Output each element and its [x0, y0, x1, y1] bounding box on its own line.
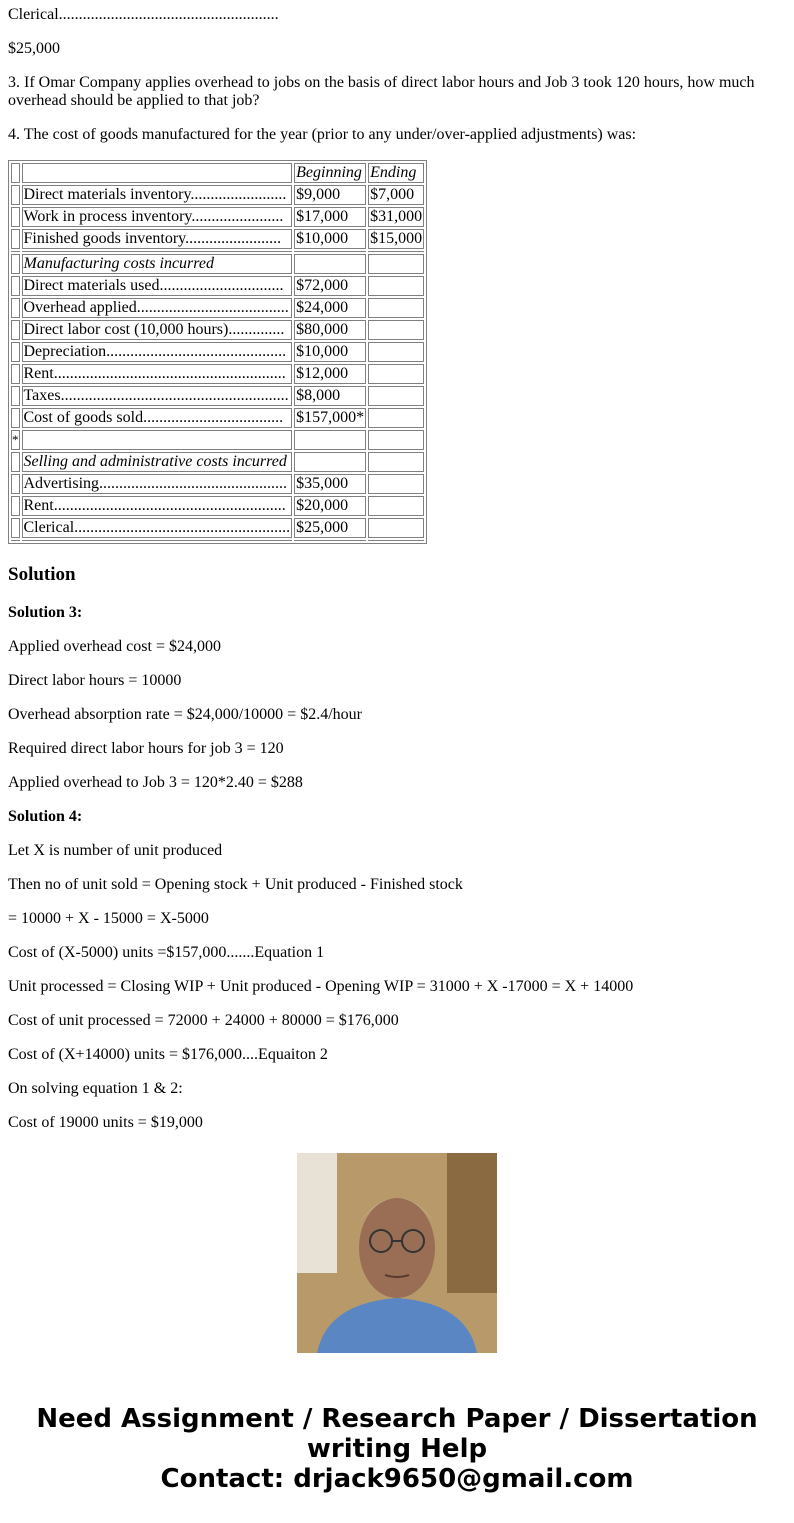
table-row — [11, 185, 424, 205]
ending-value — [368, 276, 424, 296]
ending-value — [368, 452, 424, 472]
table-row — [11, 207, 424, 227]
row-label: Overhead applied...................................... — [22, 298, 293, 318]
beginning-value: $72,000 — [294, 276, 366, 296]
row-label: Direct materials used............................... — [22, 276, 293, 296]
promo-line-2: writing Help — [306, 1434, 488, 1464]
solution-line: = 10000 + X - 15000 = X-5000 — [8, 910, 209, 927]
table-row — [11, 496, 424, 516]
table-row — [11, 518, 424, 538]
solution-line: Cost of (X-5000) units =$157,000.......Equation 1 — [8, 944, 325, 961]
row-marker — [11, 251, 20, 252]
row-label: Finished goods inventory........................ — [22, 229, 293, 249]
table-row — [11, 452, 424, 472]
row-label — [22, 251, 293, 252]
row-marker — [11, 540, 20, 541]
beginning-value — [294, 452, 366, 472]
row-marker — [11, 163, 20, 183]
table-row — [11, 254, 424, 274]
row-label: Rent.......................................................... — [22, 364, 293, 384]
row-marker — [11, 386, 20, 406]
solution-line: Cost of unit processed = 72000 + 24000 + 80000 = $176,000 — [8, 1012, 399, 1029]
beginning-value — [294, 251, 366, 252]
solution-line: Applied overhead cost = $24,000 — [8, 638, 221, 655]
solution-line: Applied overhead to Job 3 = 120*2.40 = $288 — [8, 774, 303, 791]
row-label: Advertising............................................... — [22, 474, 293, 494]
beginning-value: $80,000 — [294, 320, 366, 340]
row-label: Manufacturing costs incurred — [22, 254, 293, 274]
beginning-value: Beginning — [294, 163, 366, 183]
row-label: Direct materials inventory........................ — [22, 185, 293, 205]
ending-value: $15,000 — [370, 230, 423, 247]
table-header-row — [11, 163, 424, 183]
row-label — [22, 163, 293, 183]
beginning-value: $10,000 — [294, 342, 366, 362]
beginning-value: $24,000 — [294, 298, 366, 318]
beginning-value: $35,000 — [294, 474, 366, 494]
row-marker — [11, 298, 20, 318]
solution-3-title: Solution 3: — [8, 604, 83, 621]
question-3: 3. If Omar Company applies overhead to jobs on the basis of direct labor hours and Job 3 took 120 hours, how much overhead should be applied to that job? — [8, 74, 755, 109]
ending-value — [368, 408, 424, 428]
table-row — [11, 408, 424, 428]
ending-value — [368, 364, 424, 384]
beginning-value: $25,000 — [294, 518, 366, 538]
table-row — [11, 320, 424, 340]
row-label: Direct labor cost (10,000 hours).............. — [22, 320, 293, 340]
ending-value: $7,000 — [368, 185, 424, 205]
ending-value — [368, 540, 424, 541]
row-marker — [11, 452, 20, 472]
clerical-value: $25,000 — [8, 40, 60, 57]
row-marker — [11, 185, 20, 205]
author-avatar — [297, 1153, 497, 1353]
row-marker — [11, 518, 20, 538]
promo-line-1: Need Assignment / Research Paper / Dissertation — [36, 1404, 758, 1434]
solution-line: On solving equation 1 & 2: — [8, 1080, 183, 1097]
document-content — [8, 0, 788, 1131]
solution-4-title: Solution 4: — [8, 808, 83, 825]
beginning-value: $12,000 — [294, 364, 366, 384]
ending-value — [368, 342, 424, 362]
solution-line: Let X is number of unit produced — [8, 842, 223, 859]
ending-value — [368, 251, 424, 252]
ending-value — [368, 386, 424, 406]
row-marker — [11, 342, 20, 362]
table-row — [11, 229, 424, 249]
table-row — [11, 276, 424, 296]
ending-value — [368, 496, 424, 516]
table-separator — [11, 540, 424, 541]
cost-table — [8, 160, 427, 544]
ending-value — [368, 430, 424, 450]
row-label: Selling and administrative costs incurred — [22, 452, 293, 472]
clerical-line: Clerical....................................................... — [8, 6, 279, 23]
solution-heading: Solution — [8, 564, 76, 585]
ending-value — [368, 298, 424, 318]
promo-banner — [0, 1404, 794, 1494]
row-label: Work in process inventory....................... — [22, 207, 293, 227]
row-marker — [11, 496, 20, 516]
row-marker — [11, 320, 20, 340]
row-marker — [11, 254, 20, 274]
solution-line: Required direct labor hours for job 3 = 120 — [8, 740, 284, 757]
row-label — [22, 430, 293, 450]
ending-value: $31,000 — [370, 208, 423, 225]
solution-line: Cost of 19000 units = $19,000 — [8, 1114, 203, 1131]
beginning-value: $9,000 — [294, 185, 366, 205]
beginning-value: $157,000* — [296, 409, 365, 426]
beginning-value — [294, 540, 366, 541]
solution-line: Direct labor hours = 10000 — [8, 672, 182, 689]
table-row — [11, 474, 424, 494]
table-row — [11, 298, 424, 318]
row-label: Cost of goods sold................................... — [22, 408, 293, 428]
table-row — [11, 342, 424, 362]
row-marker — [11, 229, 20, 249]
table-row — [11, 430, 424, 450]
row-marker — [11, 207, 20, 227]
table-separator — [11, 251, 424, 252]
solution-line: Cost of (X+14000) units = $176,000....Equaiton 2 — [8, 1046, 328, 1063]
ending-value — [368, 474, 424, 494]
solution-line: Overhead absorption rate = $24,000/10000 = $2.4/hour — [8, 706, 362, 723]
row-label: Rent.......................................................... — [22, 496, 293, 516]
row-label: Depreciation............................................. — [22, 342, 293, 362]
beginning-value: $20,000 — [294, 496, 366, 516]
beginning-value: $10,000 — [294, 229, 366, 249]
beginning-value — [294, 430, 366, 450]
solution-line: Then no of unit sold = Opening stock + Unit produced - Finished stock — [8, 876, 463, 893]
row-marker — [11, 364, 20, 384]
row-label: Clerical...................................................... — [23, 519, 291, 536]
ending-value: Ending — [368, 163, 424, 183]
ending-value — [368, 254, 424, 274]
ending-value — [368, 320, 424, 340]
ending-value — [368, 518, 424, 538]
row-marker — [11, 408, 20, 428]
question-4: 4. The cost of goods manufactured for the year (prior to any under/over-applied adjustments) was: — [8, 126, 637, 143]
row-label — [22, 540, 293, 541]
beginning-value: $17,000 — [294, 207, 366, 227]
solution-line: Unit processed = Closing WIP + Unit produced - Opening WIP = 31000 + X -17000 = X + 14000 — [8, 978, 634, 995]
row-marker — [11, 474, 20, 494]
beginning-value — [294, 254, 366, 274]
row-marker — [11, 276, 20, 296]
promo-contact[interactable]: Contact: drjack9650@gmail.com — [160, 1464, 634, 1494]
table-row — [11, 386, 424, 406]
table-row — [11, 364, 424, 384]
row-marker: * — [11, 430, 20, 450]
row-label: Taxes......................................................... — [22, 386, 293, 406]
beginning-value: $8,000 — [294, 386, 366, 406]
